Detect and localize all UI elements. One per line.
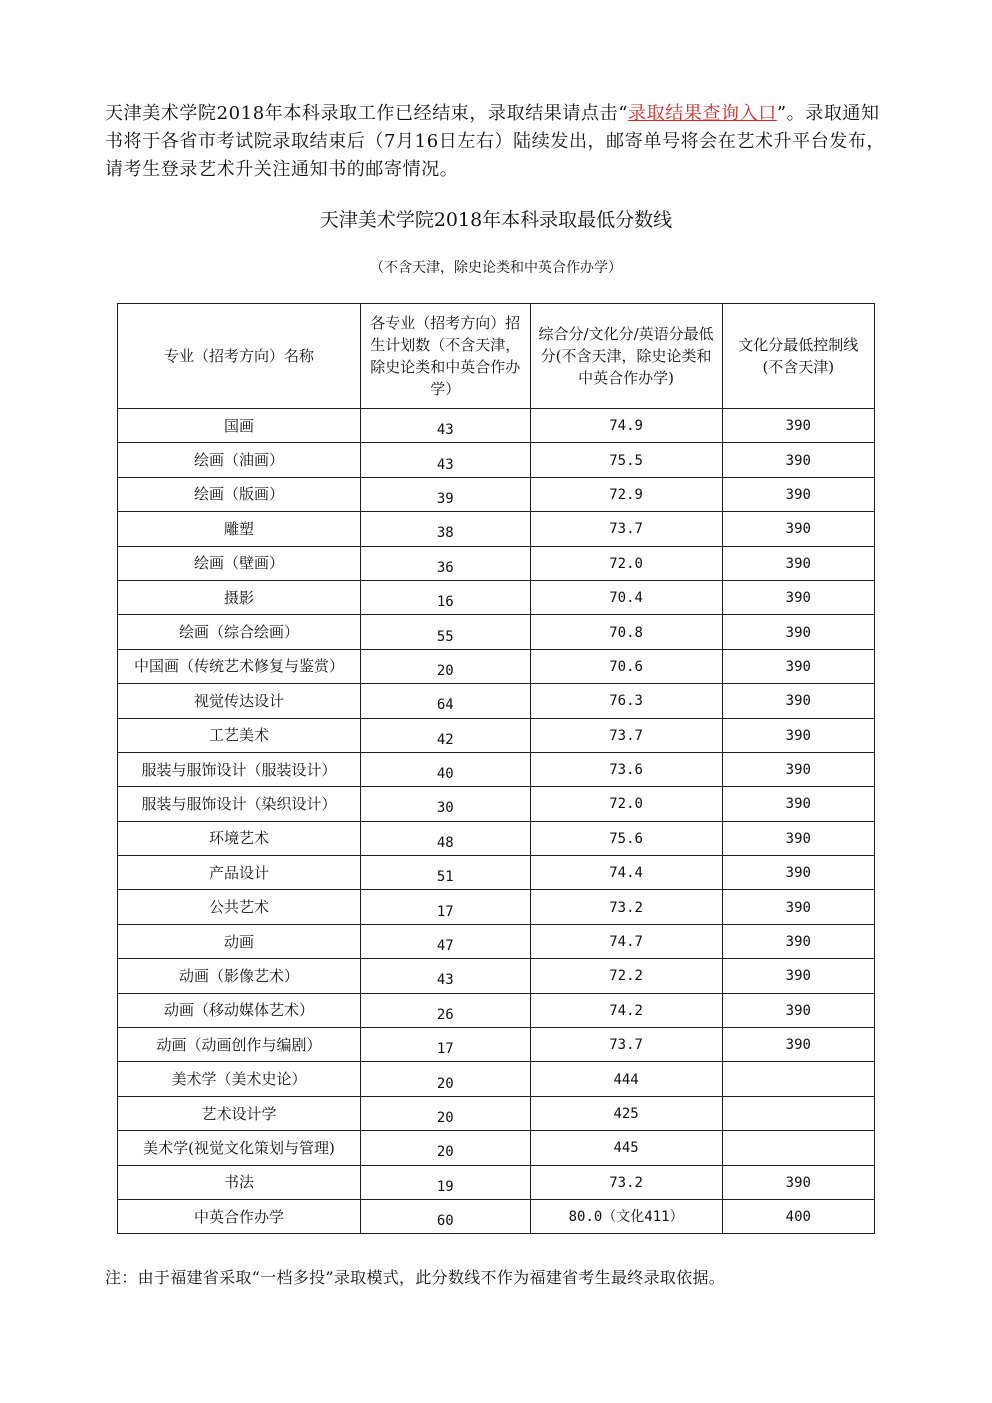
cell-min-score-text: 72.2 (609, 968, 643, 985)
cell-enrollment-plan-text: 51 (436, 869, 454, 886)
header-enrollment-plan: 各专业（招考方向）招生计划数（不含天津，除史论类和中英合作办学） (360, 304, 530, 409)
cell-enrollment-plan-text: 60 (436, 1213, 454, 1230)
cell-enrollment-plan-text: 43 (436, 456, 454, 473)
table-row (118, 787, 875, 821)
cell-major-name (118, 924, 361, 958)
intro-text-before-link: 天津美术学院2018年本科录取工作已经结束，录取结果请点击“ (105, 103, 629, 124)
cell-major-name-text: 环境艺术 (208, 829, 269, 848)
cell-major-name-text: 国画 (223, 416, 254, 435)
cell-enrollment-plan-text: 17 (436, 1041, 454, 1058)
cell-min-score-text: 72.0 (609, 555, 643, 572)
table-row (118, 580, 875, 614)
cell-major-name (118, 718, 361, 752)
cell-enrollment-plan-text: 40 (436, 766, 454, 783)
cell-major-name-text: 绘画（油画） (193, 451, 284, 470)
table-row (118, 1131, 875, 1165)
footnote: 注：由于福建省采取“一档多投”录取模式，此分数线不作为福建省考生最终录取依据。 (105, 1268, 726, 1287)
header-culture-control-line: 文化分最低控制线(不含天津) (722, 304, 874, 409)
cell-enrollment-plan-text: 36 (436, 559, 454, 576)
cell-major-name (118, 477, 361, 511)
cell-enrollment-plan-text: 26 (436, 1006, 454, 1023)
cell-major-name (118, 1199, 361, 1233)
cell-major-name-text: 动画（移动媒体艺术） (163, 1001, 314, 1020)
header-major-name: 专业（招考方向）名称 (118, 304, 361, 409)
cell-enrollment-plan (360, 1165, 530, 1199)
cell-min-score (530, 752, 722, 786)
cell-enrollment-plan (360, 512, 530, 546)
cell-enrollment-plan (360, 580, 530, 614)
cell-min-score-text: 80.0（文化411） (568, 1209, 684, 1226)
cell-enrollment-plan (360, 890, 530, 924)
cell-culture-control-line-text: 390 (785, 624, 811, 641)
cell-major-name (118, 959, 361, 993)
cell-enrollment-plan (360, 1199, 530, 1233)
cell-enrollment-plan-text: 55 (436, 628, 454, 645)
cell-enrollment-plan-text: 17 (436, 903, 454, 920)
cell-major-name (118, 684, 361, 718)
table-row (118, 993, 875, 1027)
cell-culture-control-line (722, 718, 874, 752)
table-row (118, 1165, 875, 1199)
cell-min-score-text: 73.7 (609, 1037, 643, 1054)
cell-culture-control-line (722, 1062, 874, 1096)
cell-major-name-text: 摄影 (223, 588, 254, 607)
cell-enrollment-plan-text: 38 (436, 525, 454, 542)
table-row (118, 890, 875, 924)
cell-culture-control-line (722, 1199, 874, 1233)
page-title: 天津美术学院2018年本科录取最低分数线 (319, 209, 673, 231)
cell-min-score-text: 73.7 (609, 521, 643, 538)
cell-major-name (118, 1096, 361, 1130)
cell-culture-control-line (722, 443, 874, 477)
table-row (118, 546, 875, 580)
cell-culture-control-line (722, 546, 874, 580)
cell-enrollment-plan-text: 64 (436, 697, 454, 714)
cell-major-name-text: 中国画（传统艺术修复与鉴赏） (133, 657, 344, 676)
table-row (118, 684, 875, 718)
cell-culture-control-line-text: 390 (785, 452, 811, 469)
cell-min-score (530, 924, 722, 958)
table-row (118, 856, 875, 890)
table-row (118, 512, 875, 546)
table-row (118, 1096, 875, 1130)
cell-major-name (118, 409, 361, 443)
cell-culture-control-line (722, 1028, 874, 1062)
cell-enrollment-plan-text: 30 (436, 800, 454, 817)
cell-major-name-text: 动画（动画创作与编剧） (156, 1035, 322, 1054)
cell-min-score (530, 512, 722, 546)
cell-enrollment-plan-text: 16 (436, 594, 454, 611)
cell-min-score (530, 787, 722, 821)
intro-text-after-link: ”。录取通知书将于各省市考试院录取结束后（7月16日左右）陆续发出，邮寄单号将会在艺术升平台发布，请考生登录艺术升关注通知书的邮寄情况。 (105, 103, 886, 180)
cell-major-name (118, 752, 361, 786)
cell-culture-control-line (722, 477, 874, 511)
cell-major-name-text: 产品设计 (208, 863, 269, 882)
cell-major-name-text: 绘画（综合绘画） (178, 623, 299, 642)
cell-major-name (118, 1165, 361, 1199)
table-row (118, 959, 875, 993)
cell-min-score-text: 74.7 (609, 934, 643, 951)
cell-min-score-text: 425 (613, 1106, 639, 1122)
cell-major-name-text: 书法 (223, 1173, 254, 1192)
cell-min-score-text: 74.2 (609, 1002, 643, 1019)
cell-major-name (118, 856, 361, 890)
cell-enrollment-plan-text: 39 (436, 490, 454, 507)
cell-enrollment-plan (360, 477, 530, 511)
cell-enrollment-plan (360, 684, 530, 718)
cell-culture-control-line-text: 390 (785, 865, 811, 882)
cell-major-name (118, 890, 361, 924)
table-row (118, 752, 875, 786)
table-row (118, 1062, 875, 1096)
cell-culture-control-line (722, 959, 874, 993)
cell-min-score (530, 649, 722, 683)
table-row (118, 1028, 875, 1062)
cell-min-score (530, 890, 722, 924)
table-row (118, 821, 875, 855)
cell-major-name (118, 615, 361, 649)
table-row (118, 649, 875, 683)
cell-culture-control-line-text: 390 (785, 727, 811, 744)
cell-enrollment-plan-text: 20 (436, 1144, 454, 1161)
cell-culture-control-line-text: 390 (785, 1037, 811, 1054)
cell-culture-control-line-text: 390 (785, 658, 811, 675)
cell-min-score (530, 443, 722, 477)
cell-major-name-text: 绘画（壁画） (193, 554, 284, 573)
table-row (118, 443, 875, 477)
cell-culture-control-line-text: 390 (785, 830, 811, 847)
cell-enrollment-plan (360, 546, 530, 580)
cell-enrollment-plan (360, 787, 530, 821)
table-row (118, 1199, 875, 1233)
cell-major-name-text: 服装与服饰设计（服装设计） (141, 760, 337, 779)
cell-enrollment-plan (360, 718, 530, 752)
cell-major-name (118, 821, 361, 855)
cell-culture-control-line (722, 890, 874, 924)
cell-min-score-text: 75.6 (609, 830, 643, 847)
table-row (118, 615, 875, 649)
cell-major-name (118, 512, 361, 546)
cell-min-score-text: 75.5 (609, 452, 643, 469)
cell-culture-control-line (722, 409, 874, 443)
cell-enrollment-plan (360, 649, 530, 683)
cell-min-score (530, 1131, 722, 1165)
cell-enrollment-plan (360, 1096, 530, 1130)
cell-min-score-text: 70.6 (609, 658, 643, 675)
table-row (118, 477, 875, 511)
score-table-body (118, 409, 875, 1234)
cell-major-name-text: 动画（影像艺术） (178, 966, 299, 985)
table-row (118, 718, 875, 752)
cell-culture-control-line (722, 821, 874, 855)
cell-enrollment-plan-text: 19 (436, 1178, 454, 1195)
cell-min-score-text: 444 (613, 1071, 639, 1088)
cell-major-name-text: 艺术设计学 (201, 1104, 277, 1123)
cell-min-score-text: 70.8 (609, 624, 643, 641)
cell-enrollment-plan (360, 821, 530, 855)
cell-min-score-text: 72.9 (609, 486, 643, 503)
cell-min-score (530, 1028, 722, 1062)
cell-culture-control-line-text: 390 (785, 1174, 811, 1191)
cell-major-name-text: 中英合作办学 (193, 1207, 284, 1226)
header-min-score: 综合分/文化分/英语分最低分(不含天津，除史论类和中英合作办学) (530, 304, 722, 409)
cell-culture-control-line-text: 390 (785, 1002, 811, 1019)
cell-culture-control-line-text: 390 (785, 762, 811, 779)
cell-min-score (530, 821, 722, 855)
cell-enrollment-plan-text: 43 (436, 422, 454, 439)
cell-min-score (530, 959, 722, 993)
cell-enrollment-plan (360, 959, 530, 993)
cell-culture-control-line-text: 390 (785, 796, 811, 813)
cell-culture-control-line (722, 580, 874, 614)
cell-min-score-text: 73.7 (609, 727, 643, 744)
cell-culture-control-line (722, 1131, 874, 1165)
cell-major-name-text: 服装与服饰设计（染织设计） (141, 794, 337, 813)
cell-culture-control-line (722, 649, 874, 683)
cell-major-name-text: 动画 (223, 932, 254, 951)
cell-culture-control-line (722, 752, 874, 786)
cell-min-score-text: 73.2 (609, 1174, 643, 1191)
cell-min-score (530, 1165, 722, 1199)
table-row (118, 924, 875, 958)
intro-paragraph (105, 100, 895, 184)
cell-major-name (118, 580, 361, 614)
cell-major-name-text: 视觉传达设计 (193, 691, 284, 710)
table-row (118, 409, 875, 443)
cell-culture-control-line-text: 390 (785, 899, 811, 916)
cell-enrollment-plan (360, 924, 530, 958)
cell-major-name (118, 787, 361, 821)
cell-culture-control-line-text: 390 (785, 555, 811, 572)
cell-enrollment-plan (360, 443, 530, 477)
cell-culture-control-line-text: 390 (785, 418, 811, 435)
cell-min-score (530, 580, 722, 614)
cell-min-score (530, 684, 722, 718)
cell-culture-control-line (722, 512, 874, 546)
cell-min-score (530, 546, 722, 580)
cell-culture-control-line-text: 390 (785, 968, 811, 985)
cell-major-name-text: 工艺美术 (208, 726, 269, 745)
cell-min-score-text: 70.4 (609, 590, 643, 607)
cell-culture-control-line-text: 390 (785, 486, 811, 503)
cell-min-score (530, 1199, 722, 1233)
cell-culture-control-line-text: 390 (785, 693, 811, 710)
cell-major-name-text: 雕塑 (223, 519, 254, 538)
cell-min-score-text: 72.0 (609, 796, 643, 813)
cell-culture-control-line-text: 390 (785, 934, 811, 951)
cell-major-name (118, 443, 361, 477)
cell-enrollment-plan (360, 1062, 530, 1096)
cell-min-score (530, 1096, 722, 1130)
cell-major-name-text: 绘画（版画） (193, 485, 284, 504)
cell-culture-control-line (722, 1165, 874, 1199)
cell-culture-control-line (722, 924, 874, 958)
cell-major-name-text: 美术学(视觉文化策划与管理) (143, 1138, 335, 1157)
cell-enrollment-plan (360, 993, 530, 1027)
cell-min-score-text: 73.2 (609, 899, 643, 916)
cell-min-score-text: 74.4 (609, 865, 643, 882)
cell-min-score (530, 477, 722, 511)
cell-culture-control-line (722, 993, 874, 1027)
cell-major-name (118, 1028, 361, 1062)
cell-culture-control-line (722, 615, 874, 649)
cell-culture-control-line (722, 787, 874, 821)
score-table (117, 303, 875, 1234)
cell-culture-control-line-text: 390 (785, 590, 811, 607)
cell-major-name-text: 公共艺术 (208, 898, 269, 917)
cell-culture-control-line-text: 390 (785, 521, 811, 538)
cell-min-score (530, 615, 722, 649)
cell-min-score (530, 856, 722, 890)
cell-enrollment-plan (360, 1028, 530, 1062)
cell-enrollment-plan-text: 20 (436, 1075, 454, 1092)
cell-culture-control-line (722, 1096, 874, 1130)
cell-culture-control-line-text: 400 (785, 1209, 811, 1226)
table-header-row (118, 304, 875, 409)
cell-enrollment-plan (360, 752, 530, 786)
cell-enrollment-plan-text: 20 (436, 1110, 454, 1126)
cell-major-name (118, 993, 361, 1027)
cell-culture-control-line (722, 684, 874, 718)
cell-enrollment-plan-text: 48 (436, 834, 454, 851)
cell-major-name (118, 1062, 361, 1096)
cell-enrollment-plan (360, 856, 530, 890)
cell-enrollment-plan (360, 1131, 530, 1165)
cell-enrollment-plan-text: 43 (436, 972, 454, 989)
admission-results-link[interactable]: 录取结果查询入口 (628, 103, 777, 124)
page-subtitle: （不含天津，除史论类和中英合作办学） (370, 260, 622, 276)
cell-min-score (530, 409, 722, 443)
cell-major-name (118, 546, 361, 580)
cell-min-score-text: 74.9 (609, 418, 643, 435)
cell-enrollment-plan-text: 47 (436, 938, 454, 955)
cell-min-score (530, 993, 722, 1027)
cell-enrollment-plan-text: 42 (436, 731, 454, 748)
cell-min-score (530, 1062, 722, 1096)
cell-culture-control-line (722, 856, 874, 890)
cell-min-score-text: 445 (613, 1140, 639, 1157)
cell-enrollment-plan (360, 615, 530, 649)
cell-min-score (530, 718, 722, 752)
cell-min-score-text: 76.3 (609, 693, 643, 710)
cell-enrollment-plan (360, 409, 530, 443)
cell-major-name-text: 美术学（美术史论） (171, 1070, 307, 1089)
cell-min-score-text: 73.6 (609, 762, 643, 779)
cell-major-name (118, 1131, 361, 1165)
cell-major-name (118, 649, 361, 683)
cell-enrollment-plan-text: 20 (436, 662, 454, 679)
